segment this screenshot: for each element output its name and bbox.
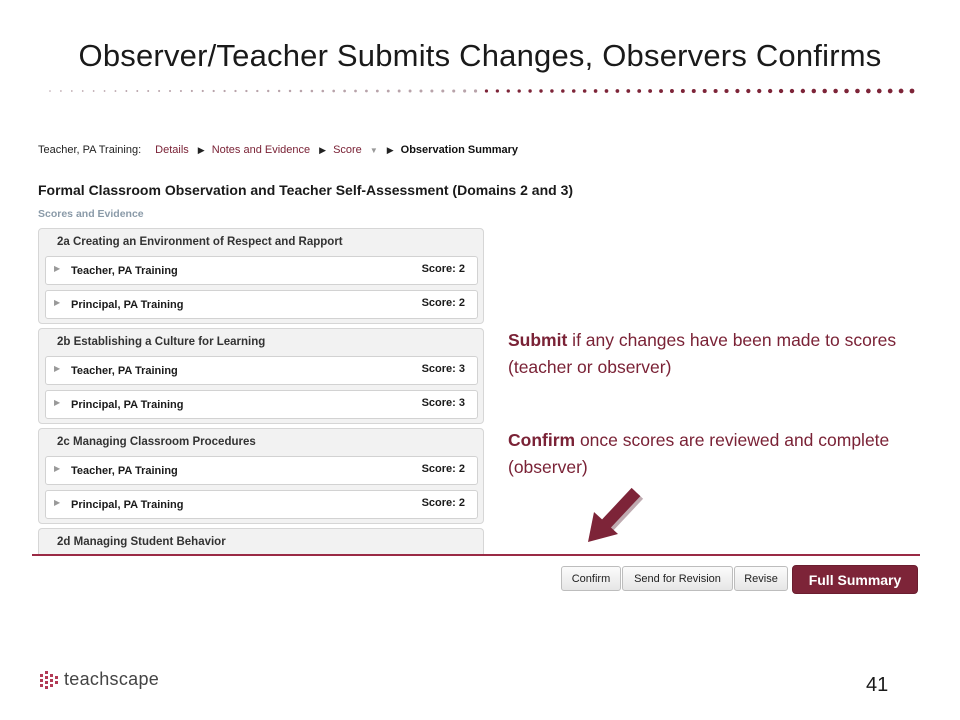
section-label: Scores and Evidence	[38, 208, 144, 220]
domain-panel-2d	[38, 528, 484, 555]
divider-dot	[158, 90, 160, 92]
divider-dot	[703, 89, 707, 93]
domain-title: 2b Establishing a Culture for Learning	[57, 336, 266, 348]
divider-dot	[616, 89, 620, 93]
breadcrumb-arrow-icon: ▶	[319, 144, 327, 155]
divider-dot	[605, 89, 609, 93]
rater-name: Principal, PA Training	[71, 499, 184, 511]
divider-dot	[202, 90, 204, 92]
domain-panel-2b	[38, 328, 484, 424]
divider-dot	[768, 89, 772, 93]
domain-panel-2c	[38, 428, 484, 524]
divider-dot	[452, 89, 455, 92]
domain-title: 2d Managing Student Behavior	[57, 536, 226, 548]
divider-dot	[49, 90, 51, 92]
rater-name: Teacher, PA Training	[71, 265, 178, 277]
rater-name: Teacher, PA Training	[71, 465, 178, 477]
divider-dot	[398, 90, 401, 93]
divider-dot	[659, 89, 663, 93]
logo-grid-icon	[40, 671, 58, 689]
divider-dot	[213, 90, 215, 92]
breadcrumb-prefix: Teacher, PA Training:	[38, 144, 142, 156]
slide-title: Observer/Teacher Submits Changes, Observers Confirms	[78, 38, 882, 73]
divider-dot	[332, 90, 335, 93]
divider-dot	[376, 90, 379, 93]
divider-dot	[115, 90, 117, 92]
confirm-callout-bold: Confirm	[508, 430, 576, 450]
divider-dot	[899, 89, 904, 94]
divider-dot	[474, 89, 477, 92]
send-for-revision-button[interactable]: Send for Revision	[622, 566, 733, 591]
divider-dot	[910, 89, 915, 94]
divider-dot	[866, 89, 871, 94]
breadcrumb-details[interactable]: Details	[155, 144, 189, 156]
breadcrumb-notes-and-evidence[interactable]: Notes and Evidence	[211, 144, 311, 156]
divider-dot	[387, 90, 390, 93]
teachscape-logo	[40, 669, 159, 690]
submit-callout-bold: Submit	[508, 330, 568, 350]
divider-dot	[343, 90, 346, 93]
score-row[interactable]	[45, 290, 478, 319]
divider-dot	[626, 89, 630, 93]
divider-dot	[441, 89, 444, 92]
domain-title: 2c Managing Classroom Procedures	[57, 436, 256, 448]
divider-dot	[136, 90, 138, 92]
score-row[interactable]	[45, 490, 478, 519]
confirm-callout	[508, 427, 928, 481]
breadcrumb-score[interactable]: Score	[333, 144, 362, 156]
divider-dot	[855, 89, 860, 94]
score-value: Score: 2	[421, 463, 465, 475]
score-row[interactable]	[45, 390, 478, 419]
score-row[interactable]	[45, 456, 478, 485]
divider-dot	[223, 90, 225, 92]
divider-dot	[583, 89, 587, 93]
divider-dot	[637, 89, 641, 93]
divider-dot	[104, 90, 106, 92]
dotted-divider	[48, 86, 916, 96]
score-value: Score: 3	[421, 363, 465, 375]
divider-dot	[724, 89, 728, 93]
full-summary-button[interactable]: Full Summary	[792, 565, 918, 594]
divider-dot	[234, 90, 236, 92]
breadcrumb	[38, 141, 518, 159]
score-value: Score: 2	[421, 297, 465, 309]
divider-dot	[180, 90, 182, 92]
divider-dot	[93, 90, 95, 92]
divider-dot	[844, 89, 849, 94]
divider-dot	[463, 89, 466, 92]
divider-dot	[147, 90, 149, 92]
divider-dot	[692, 89, 696, 93]
divider-dot	[496, 89, 499, 92]
divider-dot	[822, 89, 826, 93]
rater-name: Principal, PA Training	[71, 399, 184, 411]
submit-callout-text: if any changes have been made to scores (teacher or observer)	[508, 330, 897, 377]
expand-caret-icon[interactable]: ▶	[54, 298, 61, 307]
rater-name: Teacher, PA Training	[71, 365, 178, 377]
divider-dot	[256, 90, 258, 92]
breadcrumb-arrow-icon: ▶	[386, 144, 394, 155]
pointer-arrow-icon	[584, 484, 646, 550]
domain-panel-2a	[38, 228, 484, 324]
score-value: Score: 3	[421, 397, 465, 409]
divider-dot	[888, 89, 893, 94]
expand-caret-icon[interactable]: ▶	[54, 264, 61, 273]
confirm-button[interactable]: Confirm	[561, 566, 621, 591]
divider-dot	[82, 90, 84, 92]
divider-dot	[528, 89, 531, 92]
divider-dot	[812, 89, 816, 93]
divider-dot	[648, 89, 652, 93]
page-number: 41	[866, 674, 889, 696]
divider-dot	[289, 90, 291, 92]
divider-dot	[245, 90, 247, 92]
divider-dot	[169, 90, 171, 92]
divider-dot	[833, 89, 838, 94]
divider-dot	[354, 90, 357, 93]
divider-dot	[877, 89, 882, 94]
divider-dot	[594, 89, 598, 93]
divider-dot	[561, 89, 565, 93]
score-row[interactable]	[45, 356, 478, 385]
form-title: Formal Classroom Observation and Teacher Self-Assessment (Domains 2 and 3)	[38, 182, 574, 198]
divider-dot	[779, 89, 783, 93]
divider-dot	[409, 90, 412, 93]
divider-dot	[746, 89, 750, 93]
revise-button[interactable]: Revise	[734, 566, 788, 591]
confirm-callout-text: once scores are reviewed and complete (observer)	[508, 430, 890, 477]
divider-dot	[321, 90, 324, 93]
divider-dot	[71, 90, 73, 92]
divider-dot	[485, 89, 488, 92]
divider-dot	[507, 89, 510, 92]
divider-dot	[300, 90, 303, 93]
breadcrumb-arrow-icon: ▶	[197, 144, 205, 155]
divider-dot	[681, 89, 685, 93]
submit-callout	[508, 327, 928, 381]
divider-dot	[572, 89, 576, 93]
divider-dot	[311, 90, 314, 93]
divider-dot	[539, 89, 542, 92]
divider-dot	[714, 89, 718, 93]
divider-dot	[518, 89, 521, 92]
action-bar-divider	[32, 554, 920, 556]
expand-caret-icon[interactable]: ▶	[54, 464, 61, 473]
score-row[interactable]	[45, 256, 478, 285]
domain-title: 2a Creating an Environment of Respect and Rapport	[57, 236, 343, 248]
divider-dot	[735, 89, 739, 93]
divider-dot	[550, 89, 553, 92]
divider-dot	[430, 89, 433, 92]
divider-dot	[267, 90, 269, 92]
divider-dot	[670, 89, 674, 93]
score-value: Score: 2	[421, 497, 465, 509]
divider-dot	[419, 90, 422, 93]
divider-dot	[801, 89, 805, 93]
divider-dot	[365, 90, 368, 93]
expand-caret-icon[interactable]: ▶	[54, 364, 61, 373]
divider-dot	[278, 90, 280, 92]
divider-dot	[757, 89, 761, 93]
score-value: Score: 2	[421, 263, 465, 275]
rater-name: Principal, PA Training	[71, 299, 184, 311]
expand-caret-icon[interactable]: ▶	[54, 498, 61, 507]
expand-caret-icon[interactable]: ▶	[54, 398, 61, 407]
logo-text: teachscape	[64, 669, 160, 689]
chevron-down-icon[interactable]: ▼	[369, 145, 378, 155]
breadcrumb-observation-summary: Observation Summary	[400, 144, 519, 156]
divider-dot	[191, 90, 193, 92]
divider-dot	[60, 90, 62, 92]
divider-dot	[125, 90, 127, 92]
divider-dot	[790, 89, 794, 93]
